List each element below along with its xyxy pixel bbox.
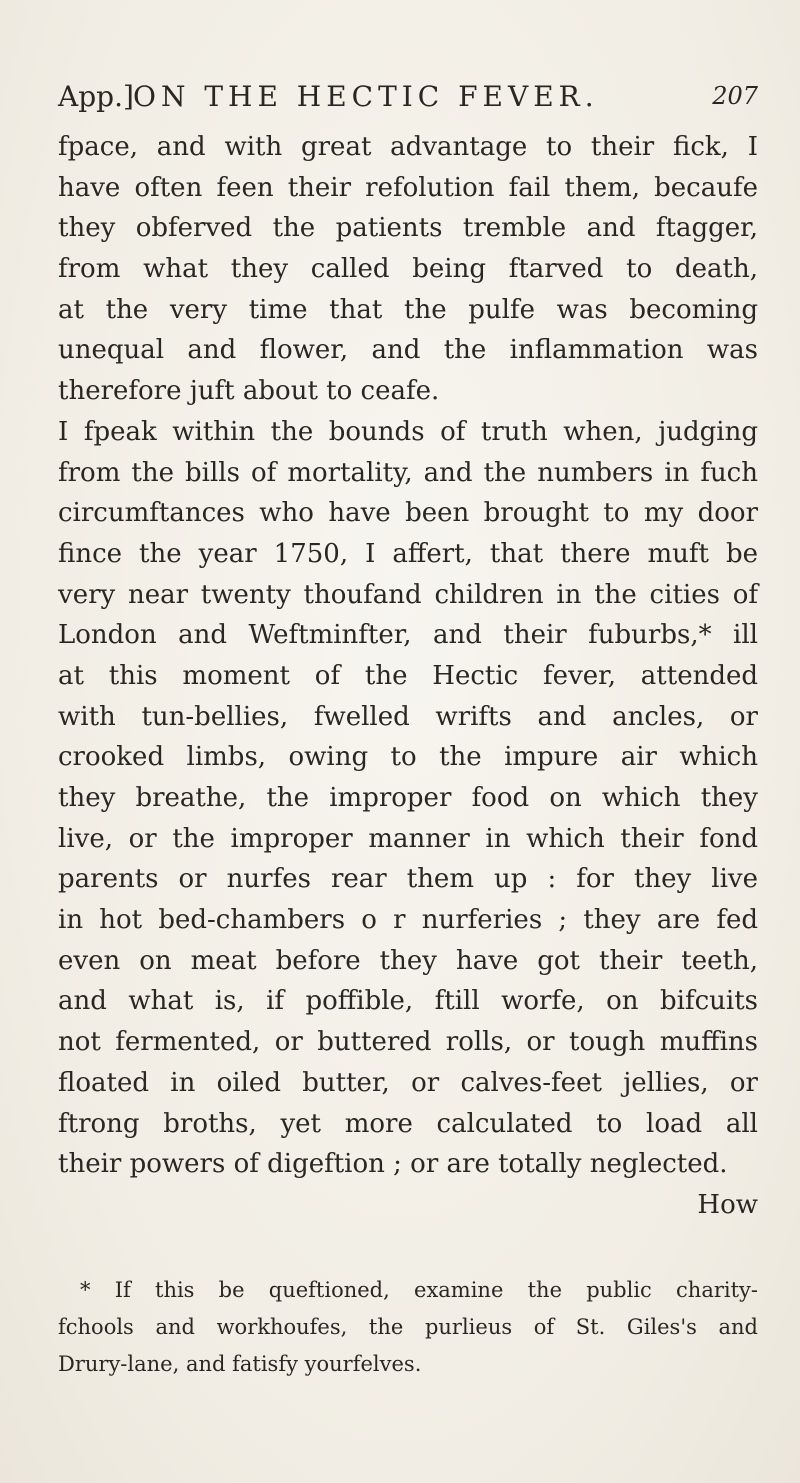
text-line: from the bills of mortality, and the numbers in fuch — [58, 457, 758, 488]
text-line: at this moment of the Hectic fever, attended — [58, 660, 758, 691]
text-line: even on meat before they have got their teeth, — [58, 945, 758, 976]
text-line: fince the year 1750, I affert, that there muft be — [58, 538, 758, 569]
footnote-line: fchools and workhoufes, the purlieus of St. Giles's and — [58, 1315, 758, 1339]
text-line: from what they called being ftarved to death, — [58, 254, 758, 285]
running-head-section: App.] — [58, 80, 134, 113]
text-line: and what is, if poffible, ftill worfe, on bifcuits — [58, 986, 758, 1017]
text-line: their powers of digeftion ; or are totally neglected. — [58, 1149, 728, 1180]
text-line: How — [697, 1189, 758, 1220]
running-head — [58, 80, 758, 120]
text-line: very near twenty thoufand children in the cities of — [58, 579, 758, 610]
text-line: London and Weftminfter, and their fuburbs,* ill — [58, 620, 758, 651]
text-line: they breathe, the improper food on which they — [58, 783, 758, 813]
text-line: have often feen their refolution fail them, becaufe — [58, 172, 758, 203]
page-number: 207 — [712, 82, 758, 110]
text-line: with tun-bellies, fwelled wrifts and ancles, or — [58, 701, 758, 732]
text-line: circumftances who have been brought to my door — [58, 498, 758, 529]
text-line: in hot bed-chambers o r nurferies ; they are fed — [58, 905, 758, 936]
text-line: unequal and flower, and the inflammation was — [58, 335, 758, 366]
running-head-title: ON THE HECTIC FEVER. — [133, 80, 599, 113]
text-line: they obferved the patients tremble and ftagger, — [58, 213, 758, 244]
footnote-line: Drury-lane, and fatisfy yourfelves. — [58, 1352, 422, 1376]
footnote — [58, 1272, 758, 1383]
text-line: I fpeak within the bounds of truth when, judging — [58, 416, 758, 447]
text-line: parents or nurfes rear them up : for they live — [58, 864, 758, 895]
text-line: ftrong broths, yet more calculated to load all — [58, 1108, 758, 1139]
text-line: live, or the improper manner in which their fond — [58, 823, 758, 854]
text-line: at the very time that the pulfe was becoming — [58, 294, 758, 325]
text-line: floated in oiled butter, or calves-feet jellies, or — [58, 1067, 758, 1098]
text-line: not fermented, or buttered rolls, or tough muffins — [58, 1027, 758, 1058]
text-line: fpace, and with great advantage to their fick, I — [58, 132, 758, 162]
text-line: therefore juft about to ceafe. — [58, 376, 440, 407]
text-line: crooked limbs, owing to the impure air which — [58, 742, 758, 773]
footnote-line: * If this be queftioned, examine the public charity- — [80, 1278, 758, 1302]
body-text — [58, 127, 758, 1226]
